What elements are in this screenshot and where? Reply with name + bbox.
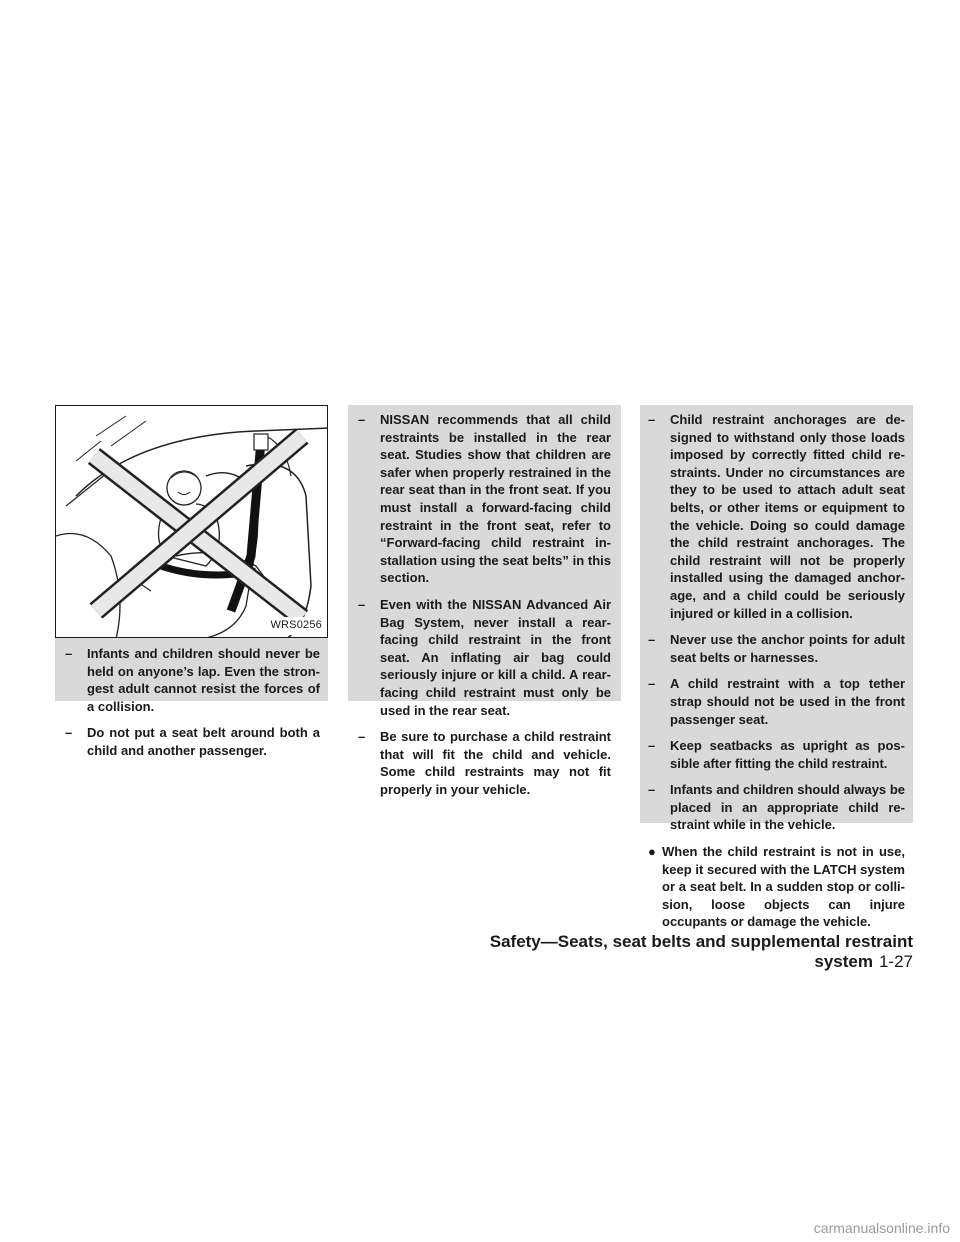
list-item: – Never use the anchor points for adult seat belts or harnesses. xyxy=(648,632,905,665)
list-item: – A child restraint with a top tether strap should not be used in the front passenger seat. xyxy=(648,676,905,727)
child-on-lap-crossed-out-icon xyxy=(56,406,328,638)
column-3 xyxy=(640,405,913,930)
column-2 xyxy=(348,405,621,797)
list-item: – NISSAN recommends that all child restraints be installed in the rear seat. Studies show that children are safer when properly restrained in the rear seat than in the front seat. If you must install a forward-facing child restraint in the front seat, refer to “Forward-facing child restraint in- stallation using the seat belts” in this section. xyxy=(358,412,611,586)
page-number: 1-27 xyxy=(878,952,913,971)
list-item: – Keep seatbacks as upright as pos- sible after fitting the child restraint. xyxy=(648,738,905,771)
bullet-dot-icon: ● xyxy=(648,844,656,860)
warning-illustration xyxy=(55,405,328,638)
page-footer xyxy=(420,932,913,972)
list-item: – Be sure to purchase a child restraint that will fit the child and vehicle. Some child restraints may not fit properly in your vehicle. xyxy=(358,729,611,797)
list-item: – Do not put a seat belt around both a child and another passenger. xyxy=(65,725,320,758)
column-1 xyxy=(55,405,328,758)
list-item: – Infants and children should never be held on anyone’s lap. Even the stron- gest adult cannot resist the forces of a collision. xyxy=(65,646,320,714)
list-item: – Even with the NISSAN Advanced Air Bag System, never install a rear- facing child restraint in the front seat. An inflating air bag could seriously injure or kill a child. A rear-facing child restraint must only be used in the rear seat. xyxy=(358,596,611,718)
watermark: carmanualsonline.info xyxy=(813,1220,950,1236)
bullet-item: ● When the child restraint is not in use, keep it secured with the LATCH system or a seat belt. In a sudden stop or colli- sion, loose objects can injure occupants or damage the vehicle. xyxy=(648,844,905,930)
list-item: – Child restraint anchorages are de- signed to withstand only those loads imposed by correctly fitted child re- straints. Under no circumstances are they to be used to attach adult seat belts, or other items or equipment to the vehicle. Doing so could damage the child restraint anchorages. The child restraint will not be properly installed using the damaged anchor- age, and a child could be seriously injured or killed in a collision. xyxy=(648,412,905,621)
section-title: Safety—Seats, seat belts and supplemental restraint system xyxy=(489,932,913,971)
figure-code: WRS0256 xyxy=(269,617,323,635)
list-item: – Infants and children should always be placed in an appropriate child re- straint while in the vehicle. xyxy=(648,782,905,833)
